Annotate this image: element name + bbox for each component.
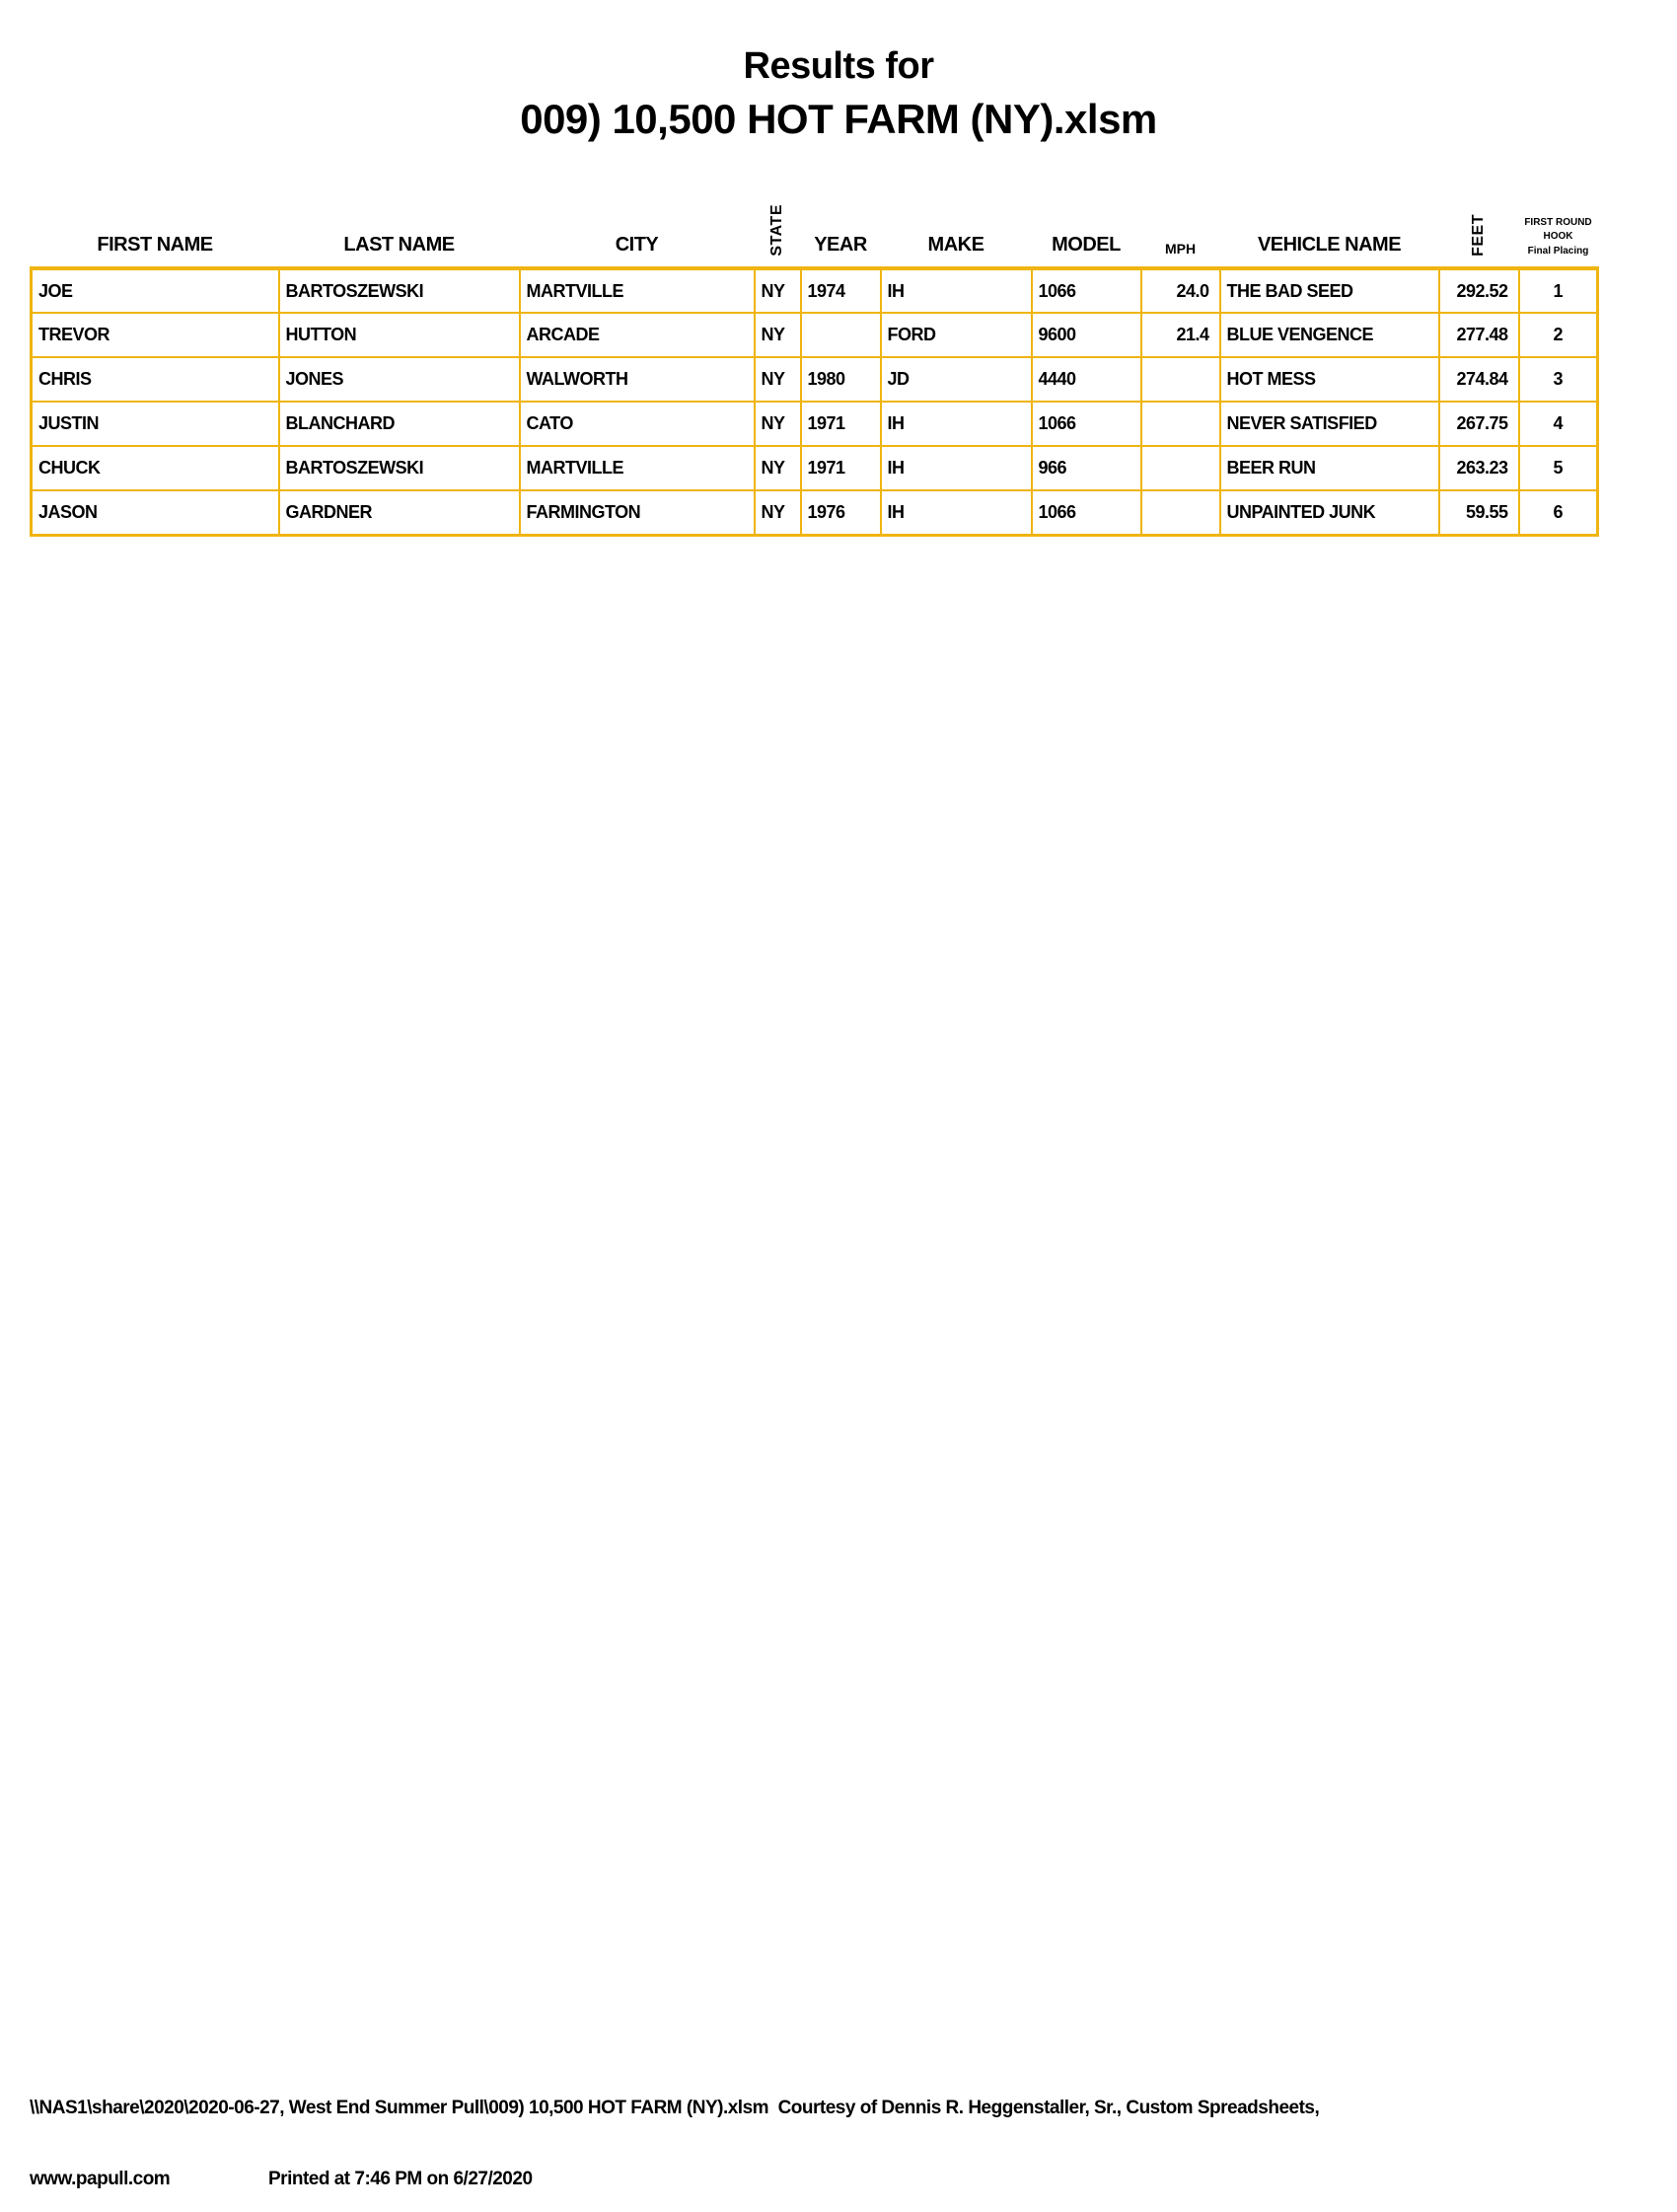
column-header-vehicle-name: VEHICLE NAME bbox=[1257, 234, 1402, 256]
placing-header-line1: FIRST ROUND bbox=[1524, 216, 1592, 228]
cell-city: MARTVILLE bbox=[520, 268, 755, 313]
cell-last-name: BARTOSZEWSKI bbox=[279, 268, 520, 313]
table-header-row bbox=[32, 193, 1598, 268]
cell-placing: 1 bbox=[1519, 268, 1598, 313]
table-row bbox=[32, 268, 1598, 313]
cell-vehicle-name: HOT MESS bbox=[1220, 357, 1439, 402]
cell-feet: 292.52 bbox=[1439, 268, 1519, 313]
cell-vehicle-name: NEVER SATISFIED bbox=[1220, 402, 1439, 446]
placing-header-line2: HOOK bbox=[1543, 231, 1573, 242]
cell-year: 1976 bbox=[801, 490, 881, 535]
table-row bbox=[32, 313, 1598, 357]
column-header-placing bbox=[1519, 193, 1598, 268]
column-header-year: YEAR bbox=[814, 234, 867, 256]
cell-feet: 59.55 bbox=[1439, 490, 1519, 535]
cell-first-name: CHRIS bbox=[32, 357, 279, 402]
cell-mph bbox=[1141, 357, 1220, 402]
cell-last-name: JONES bbox=[279, 357, 520, 402]
column-header-state bbox=[755, 193, 801, 268]
cell-city: FARMINGTON bbox=[520, 490, 755, 535]
cell-year: 1971 bbox=[801, 446, 881, 490]
cell-feet: 263.23 bbox=[1439, 446, 1519, 490]
column-header-last-name: LAST NAME bbox=[343, 234, 455, 256]
table-row bbox=[32, 446, 1598, 490]
footer-file-path: \\NAS1\share\2020\2020-06-27, West End Summer Pull\009) 10,500 HOT FARM (NY).xlsm Courtesy of Dennis R. Heggenstaller, Sr., Custom Spreadsheets, bbox=[30, 2098, 1320, 2118]
cell-last-name: BARTOSZEWSKI bbox=[279, 446, 520, 490]
cell-make: IH bbox=[881, 490, 1032, 535]
cell-vehicle-name: UNPAINTED JUNK bbox=[1220, 490, 1439, 535]
cell-mph: 24.0 bbox=[1141, 268, 1220, 313]
cell-last-name: BLANCHARD bbox=[279, 402, 520, 446]
cell-first-name: CHUCK bbox=[32, 446, 279, 490]
table-row bbox=[32, 402, 1598, 446]
cell-year: 1980 bbox=[801, 357, 881, 402]
cell-feet: 274.84 bbox=[1439, 357, 1519, 402]
cell-state: NY bbox=[755, 268, 801, 313]
footer-printed-timestamp: Printed at 7:46 PM on 6/27/2020 bbox=[268, 2169, 533, 2189]
cell-last-name: GARDNER bbox=[279, 490, 520, 535]
table-row bbox=[32, 357, 1598, 402]
cell-mph bbox=[1141, 402, 1220, 446]
cell-model: 966 bbox=[1032, 446, 1141, 490]
cell-placing: 3 bbox=[1519, 357, 1598, 402]
cell-make: IH bbox=[881, 446, 1032, 490]
cell-first-name: TREVOR bbox=[32, 313, 279, 357]
cell-state: NY bbox=[755, 313, 801, 357]
cell-placing: 2 bbox=[1519, 313, 1598, 357]
cell-model: 9600 bbox=[1032, 313, 1141, 357]
cell-make: IH bbox=[881, 402, 1032, 446]
column-header-model: MODEL bbox=[1052, 234, 1121, 256]
column-header-make: MAKE bbox=[927, 234, 984, 256]
results-table bbox=[30, 193, 1599, 537]
cell-model: 4440 bbox=[1032, 357, 1141, 402]
cell-state: NY bbox=[755, 402, 801, 446]
cell-state: NY bbox=[755, 357, 801, 402]
cell-city: CATO bbox=[520, 402, 755, 446]
cell-make: IH bbox=[881, 268, 1032, 313]
state-vertical-label: STATE bbox=[768, 204, 785, 257]
cell-placing: 5 bbox=[1519, 446, 1598, 490]
cell-city: MARTVILLE bbox=[520, 446, 755, 490]
cell-feet: 277.48 bbox=[1439, 313, 1519, 357]
page-footer bbox=[30, 2054, 1647, 2212]
cell-year bbox=[801, 313, 881, 357]
cell-model: 1066 bbox=[1032, 402, 1141, 446]
cell-city: ARCADE bbox=[520, 313, 755, 357]
cell-vehicle-name: BEER RUN bbox=[1220, 446, 1439, 490]
cell-year: 1971 bbox=[801, 402, 881, 446]
cell-make: JD bbox=[881, 357, 1032, 402]
page-title: Results for bbox=[743, 45, 934, 87]
results-table-wrapper bbox=[30, 193, 1599, 537]
cell-model: 1066 bbox=[1032, 268, 1141, 313]
cell-city: WALWORTH bbox=[520, 357, 755, 402]
cell-first-name: JUSTIN bbox=[32, 402, 279, 446]
cell-first-name: JOE bbox=[32, 268, 279, 313]
cell-make: FORD bbox=[881, 313, 1032, 357]
cell-state: NY bbox=[755, 490, 801, 535]
cell-model: 1066 bbox=[1032, 490, 1141, 535]
cell-mph: 21.4 bbox=[1141, 313, 1220, 357]
cell-vehicle-name: THE BAD SEED bbox=[1220, 268, 1439, 313]
cell-placing: 6 bbox=[1519, 490, 1598, 535]
cell-state: NY bbox=[755, 446, 801, 490]
cell-mph bbox=[1141, 446, 1220, 490]
title-block bbox=[0, 45, 1677, 143]
cell-first-name: JASON bbox=[32, 490, 279, 535]
placing-header-line3: Final Placing bbox=[1527, 245, 1589, 257]
feet-vertical-label: FEET bbox=[1470, 214, 1487, 257]
column-header-feet bbox=[1439, 193, 1519, 268]
table-row bbox=[32, 490, 1598, 535]
cell-vehicle-name: BLUE VENGENCE bbox=[1220, 313, 1439, 357]
cell-mph bbox=[1141, 490, 1220, 535]
cell-last-name: HUTTON bbox=[279, 313, 520, 357]
cell-placing: 4 bbox=[1519, 402, 1598, 446]
column-header-mph: MPH bbox=[1164, 241, 1197, 257]
column-header-city: CITY bbox=[615, 234, 659, 256]
footer-line2 bbox=[30, 2169, 1647, 2190]
page-subtitle-filename: 009) 10,500 HOT FARM (NY).xlsm bbox=[520, 96, 1157, 142]
cell-year: 1974 bbox=[801, 268, 881, 313]
cell-feet: 267.75 bbox=[1439, 402, 1519, 446]
column-header-first-name: FIRST NAME bbox=[97, 234, 213, 256]
footer-website: www.papull.com bbox=[30, 2169, 171, 2189]
